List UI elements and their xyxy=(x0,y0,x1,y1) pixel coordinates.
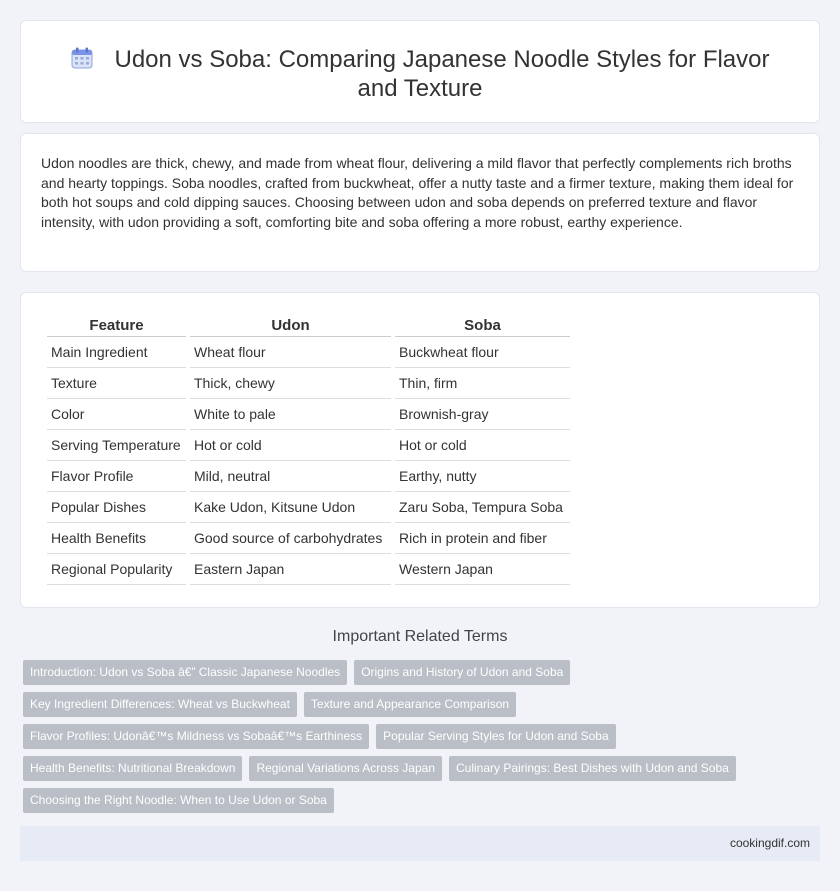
header-soba: Soba xyxy=(395,315,570,337)
table-cell-feature: Serving Temperature xyxy=(47,430,186,461)
related-term-tag[interactable]: Culinary Pairings: Best Dishes with Udon and Soba xyxy=(449,756,736,781)
table-cell-soba: Earthy, nutty xyxy=(395,461,570,492)
related-term-tag[interactable]: Introduction: Udon vs Soba â€” Classic Japanese Noodles xyxy=(23,660,347,685)
related-term-tag[interactable]: Regional Variations Across Japan xyxy=(249,756,442,781)
title-card xyxy=(20,20,820,123)
table-cell-feature: Health Benefits xyxy=(47,523,186,554)
footer xyxy=(20,826,820,861)
table-cell-feature: Main Ingredient xyxy=(47,337,186,368)
table-row xyxy=(47,461,570,492)
related-term-tag[interactable]: Origins and History of Udon and Soba xyxy=(354,660,570,685)
related-term-tag[interactable]: Key Ingredient Differences: Wheat vs Buckwheat xyxy=(23,692,297,717)
table-cell-soba: Brownish-gray xyxy=(395,399,570,430)
table-cell-udon: Eastern Japan xyxy=(190,554,391,585)
header-feature: Feature xyxy=(47,315,186,337)
table-cell-soba: Thin, firm xyxy=(395,368,570,399)
table-cell-feature: Texture xyxy=(47,368,186,399)
table-cell-udon: Hot or cold xyxy=(190,430,391,461)
table-cell-soba: Buckwheat flour xyxy=(395,337,570,368)
table-cell-soba: Zaru Soba, Tempura Soba xyxy=(395,492,570,523)
table-cell-soba: Western Japan xyxy=(395,554,570,585)
table-cell-udon: Kake Udon, Kitsune Udon xyxy=(190,492,391,523)
comparison-card xyxy=(20,292,820,608)
table-row xyxy=(47,368,570,399)
table-row xyxy=(47,430,570,461)
table-cell-feature: Popular Dishes xyxy=(47,492,186,523)
related-term-tag[interactable]: Health Benefits: Nutritional Breakdown xyxy=(23,756,242,781)
intro-paragraph: Udon noodles are thick, chewy, and made from wheat flour, delivering a mild flavor that perfectly complements rich broths and hearty toppings. Soba noodles, crafted from buckwheat, offer a nutty taste and a firmer texture, making them ideal for both hot soups and cold dipping sauces. Choosing between udon and soba depends on preferred texture and flavor intensity, with udon providing a soft, comforting bite and soba offering a more robust, earthy experience. xyxy=(41,155,794,230)
table-cell-udon: White to pale xyxy=(190,399,391,430)
page-title: Udon vs Soba: Comparing Japanese Noodle Styles for Flavor and Texture xyxy=(114,46,770,102)
table-cell-soba: Rich in protein and fiber xyxy=(395,523,570,554)
table-row xyxy=(47,523,570,554)
table-cell-feature: Regional Popularity xyxy=(47,554,186,585)
related-terms-heading: Important Related Terms xyxy=(332,628,508,645)
footer-site-link[interactable]: cookingdif.com xyxy=(729,836,810,850)
table-row xyxy=(47,337,570,368)
table-header-row xyxy=(47,315,570,337)
page-title-wrap xyxy=(21,45,819,103)
related-terms-list xyxy=(23,660,813,820)
comparison-table xyxy=(43,315,574,585)
intro-card xyxy=(20,133,820,272)
header-udon: Udon xyxy=(190,315,391,337)
calendar-icon xyxy=(70,46,94,70)
related-term-tag[interactable]: Choosing the Right Noodle: When to Use Udon or Soba xyxy=(23,788,334,813)
table-cell-udon: Good source of carbohydrates xyxy=(190,523,391,554)
related-term-tag[interactable]: Popular Serving Styles for Udon and Soba xyxy=(376,724,615,749)
related-term-tag[interactable]: Texture and Appearance Comparison xyxy=(304,692,516,717)
related-term-tag[interactable]: Flavor Profiles: Udonâ€™s Mildness vs Sobaâ€™s Earthiness xyxy=(23,724,369,749)
table-row xyxy=(47,554,570,585)
table-row xyxy=(47,492,570,523)
table-cell-feature: Flavor Profile xyxy=(47,461,186,492)
table-row xyxy=(47,399,570,430)
table-cell-feature: Color xyxy=(47,399,186,430)
table-cell-soba: Hot or cold xyxy=(395,430,570,461)
table-cell-udon: Thick, chewy xyxy=(190,368,391,399)
table-cell-udon: Wheat flour xyxy=(190,337,391,368)
table-cell-udon: Mild, neutral xyxy=(190,461,391,492)
